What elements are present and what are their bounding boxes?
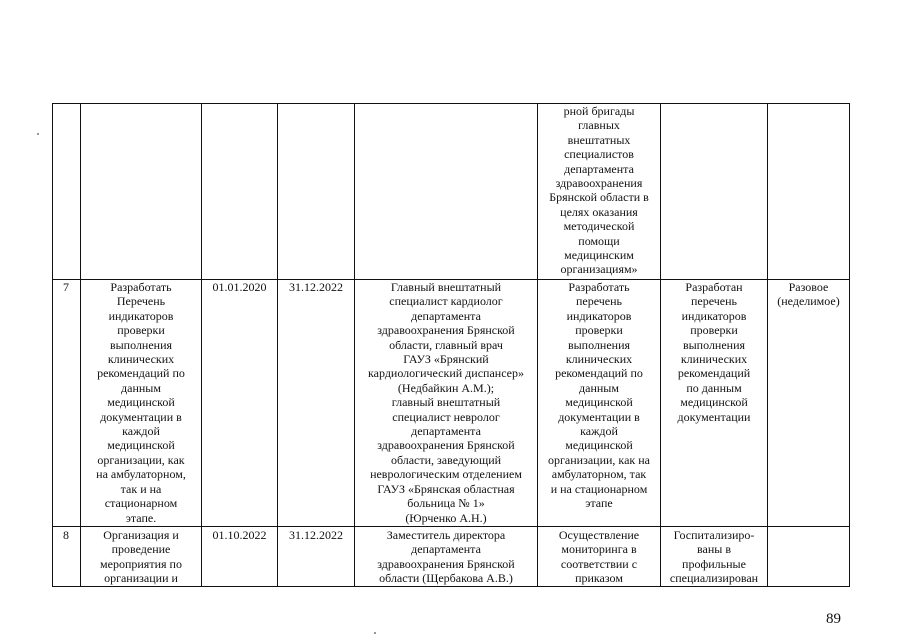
- result-cell: Госпитализиро- ваны в профильные специализирован: [661, 527, 768, 587]
- table-row: [53, 280, 850, 527]
- end-date-cell: [278, 104, 355, 280]
- row-number-cell: 7: [53, 280, 81, 527]
- responsible-cell: Заместитель директора департамента здравоохранения Брянской области (Щербакова А.В.): [355, 527, 538, 587]
- start-date-cell: 01.10.2022: [202, 527, 278, 587]
- end-date-cell: 31.12.2022: [278, 527, 355, 587]
- type-cell: [768, 104, 850, 280]
- row-number-cell: 8: [53, 527, 81, 587]
- expected-result-cell: Осуществление мониторинга в соответствии с приказом: [538, 527, 661, 587]
- responsible-cell: Главный внештатный специалист кардиолог департамента здравоохранения Брянской области, главный врач ГАУЗ «Брянский кардиологический диспансер» (Недбайкин А.М.); главный внештатный специалист невролог департамента здравоохранения Брянской области, заведующий неврологическим отделением ГАУЗ «Брянская областная больница № 1» (Юрченко А.Н.): [355, 280, 538, 527]
- expected-result-cell: рной бригады главных внештатных специалистов департамента здравоохранения Брянской области в целях оказания методической помощи медицинским организациям»: [538, 104, 661, 280]
- end-date-cell: 31.12.2022: [278, 280, 355, 527]
- start-date-cell: 01.01.2020: [202, 280, 278, 527]
- type-cell: [768, 527, 850, 587]
- expected-result-cell: Разработать перечень индикаторов проверки выполнения клинических рекомендаций по данным медицинской документации в каждой медицинской организации, как на амбулаторном, так и на стационарном этапе: [538, 280, 661, 527]
- row-number-cell: [53, 104, 81, 280]
- scan-speck: [374, 632, 376, 634]
- page-number: 89: [826, 611, 841, 627]
- result-cell: [661, 104, 768, 280]
- start-date-cell: [202, 104, 278, 280]
- scan-speck: [37, 133, 39, 135]
- responsible-cell: [355, 104, 538, 280]
- activity-cell: Организация и проведение мероприятия по организации и: [81, 527, 202, 587]
- table-row: [53, 104, 850, 280]
- result-cell: Разработан перечень индикаторов проверки выполнения клинических рекомендаций по данным медицинской документации: [661, 280, 768, 527]
- action-plan-table: [52, 103, 850, 587]
- activity-cell: [81, 104, 202, 280]
- type-cell: Разовое (неделимое): [768, 280, 850, 527]
- table-row: [53, 527, 850, 587]
- activity-cell: Разработать Перечень индикаторов проверки выполнения клинических рекомендаций по данным медицинской документации в каждой медицинской организации, как на амбулаторном, так и на стационарном этапе.: [81, 280, 202, 527]
